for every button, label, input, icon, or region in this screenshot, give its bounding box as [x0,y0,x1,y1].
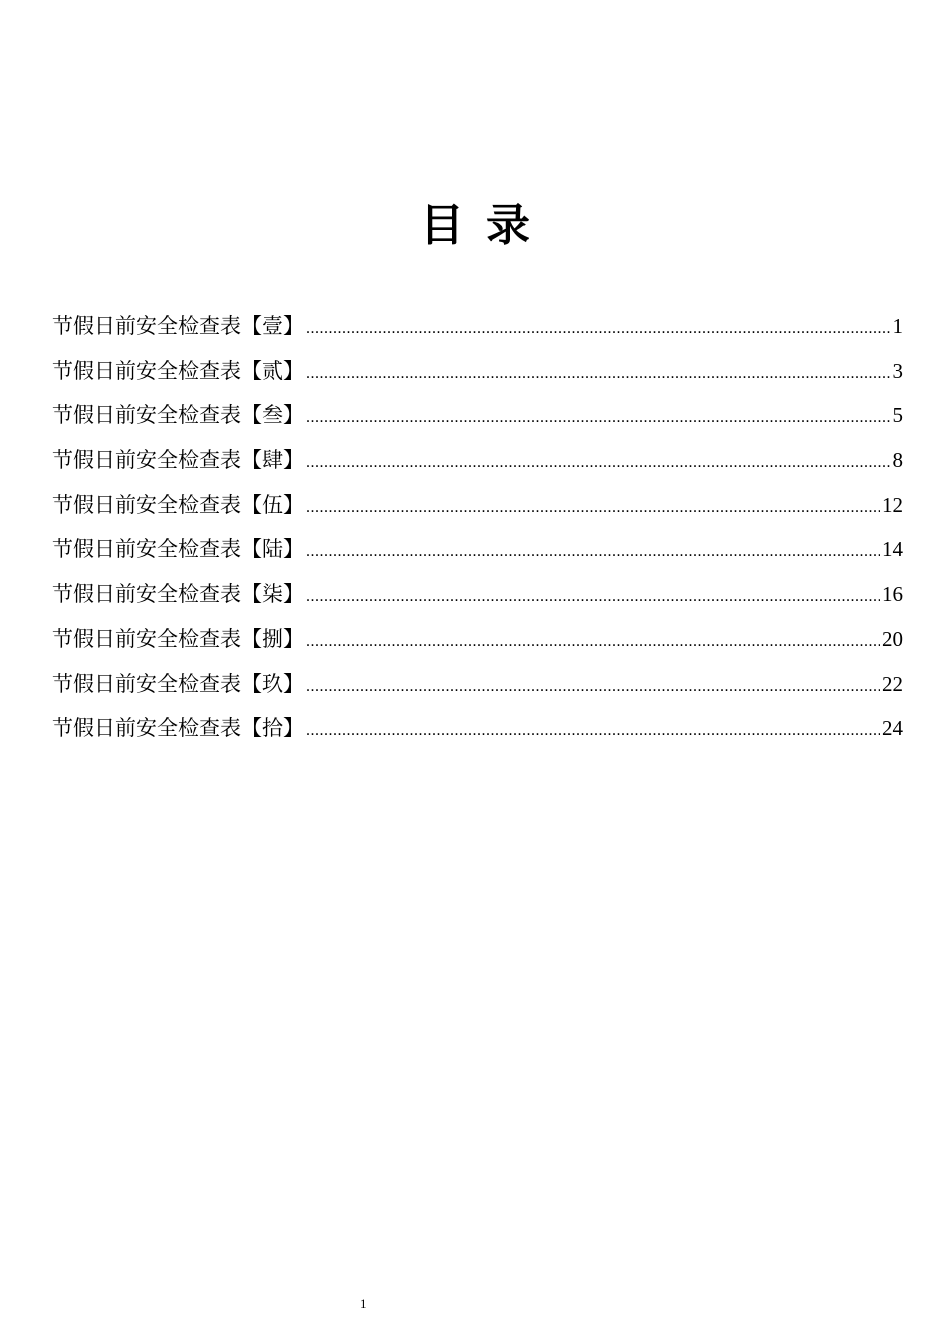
toc-entry-page: 22 [882,671,903,696]
toc-entry-text: 节假日前安全检查表【肆】 [52,448,304,473]
toc-entry-page: 20 [882,626,903,651]
toc-entry[interactable] [52,483,903,528]
toc-leader-dots [306,352,891,396]
toc-entry-page: 12 [882,492,903,517]
toc-entry[interactable] [52,349,903,394]
toc-leader-dots [306,530,880,574]
toc-entry-text: 节假日前安全检查表【伍】 [52,492,304,517]
toc-entry-text: 节假日前安全检查表【陆】 [52,537,304,562]
toc-title: 目录 [420,200,552,251]
toc-entry-page: 8 [892,448,903,473]
toc-entry[interactable] [52,662,903,707]
toc-entry-text: 节假日前安全检查表【玖】 [52,671,304,696]
toc-leader-dots [306,709,880,753]
footer-page-number: 1 [360,1296,367,1311]
toc-entry-text: 节假日前安全检查表【贰】 [52,358,304,383]
toc-leader-dots [306,307,891,351]
toc-leader-dots [306,620,880,664]
toc-entry-page: 1 [892,314,903,338]
toc-entry-page: 3 [892,358,903,383]
toc-entry[interactable] [52,706,903,751]
toc-leader-dots [306,441,891,485]
toc-leader-dots [306,665,880,709]
toc-entry-text: 节假日前安全检查表【叁】 [52,403,304,428]
toc-entry-page: 16 [882,582,903,607]
toc-list [52,304,903,751]
toc-entry[interactable] [52,527,903,572]
toc-leader-dots [306,396,891,440]
toc-entry-page: 24 [882,716,903,741]
toc-entry-text: 节假日前安全检查表【柒】 [52,582,304,607]
toc-entry-text: 节假日前安全检查表【拾】 [52,716,304,741]
toc-entry[interactable] [52,304,903,349]
toc-leader-dots [306,486,880,530]
toc-leader-dots [306,575,880,619]
toc-entry-page: 14 [882,537,903,562]
toc-entry[interactable] [52,393,903,438]
toc-entry-page: 5 [892,403,903,428]
toc-entry[interactable] [52,438,903,483]
toc-entry[interactable] [52,572,903,617]
toc-entry[interactable] [52,617,903,662]
toc-entry-text: 节假日前安全检查表【捌】 [52,626,304,651]
toc-entry-text: 节假日前安全检查表【壹】 [52,314,304,338]
